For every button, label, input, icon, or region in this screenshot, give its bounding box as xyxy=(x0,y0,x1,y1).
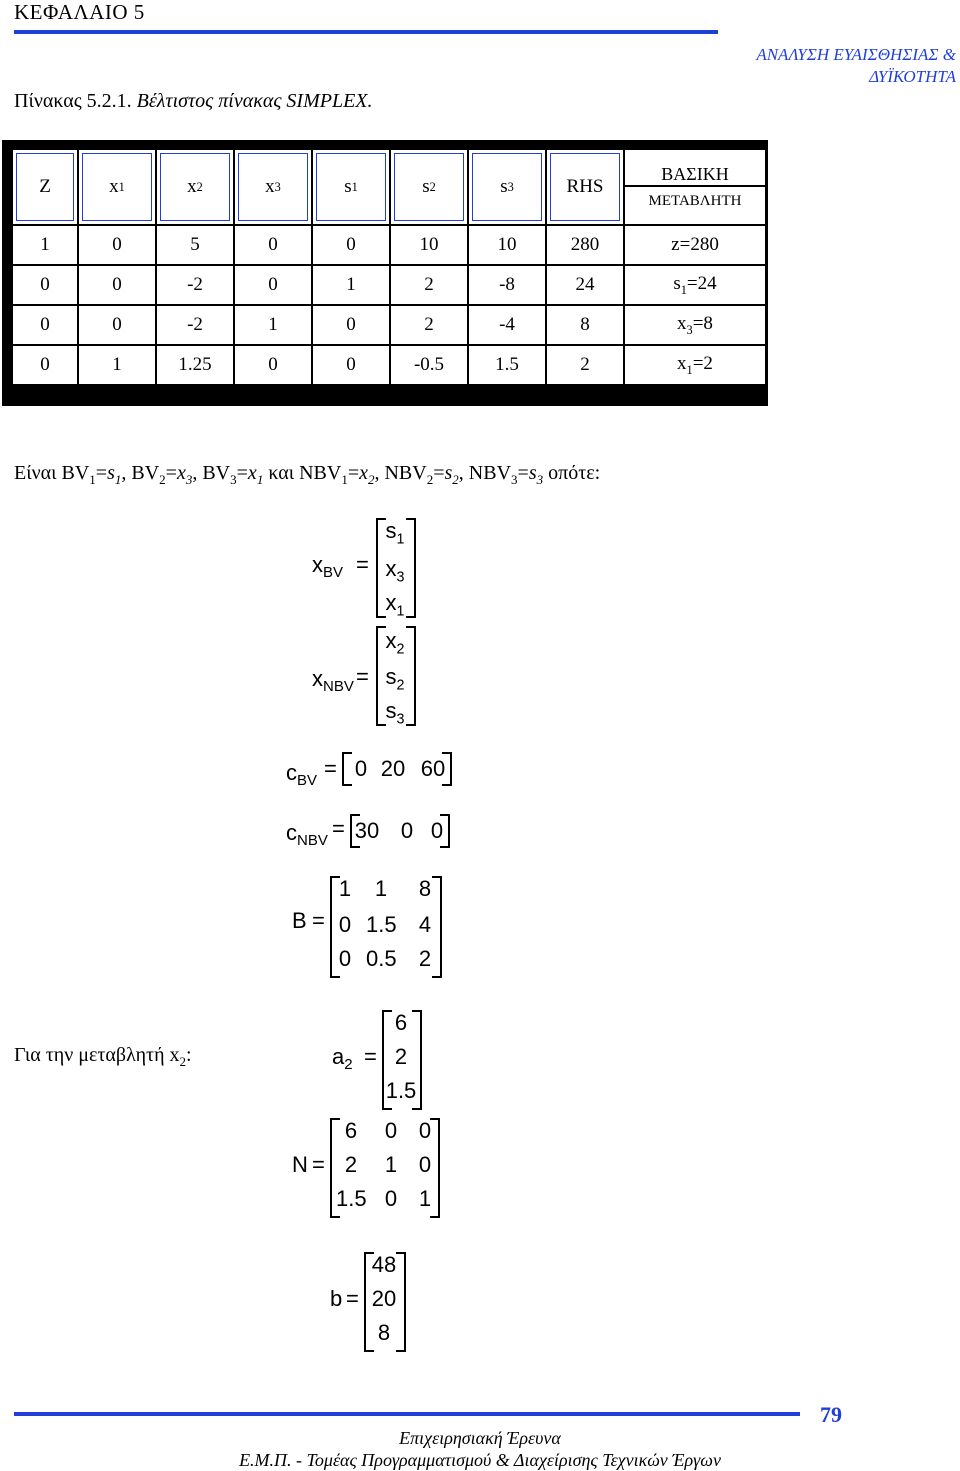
table-cell: 24 xyxy=(546,265,624,305)
xbv-entry: $x_1$ xyxy=(385,590,405,620)
table-cell: 2 xyxy=(390,265,468,305)
basis-statement: Είναι $BV_1=s_1$, $BV_2=x_3$, $BV_3=x_1$ και $NBV_1=x_2$, $NBV_2=s_2$, $NBV_3=s_3$ οπότε: xyxy=(14,462,601,487)
header-s2: s 2 xyxy=(390,149,468,225)
table-cell: 0 xyxy=(12,345,78,385)
n-matrix-entry: 6 xyxy=(344,1118,358,1143)
bv-header-top: ΒΑΣΙΚΗ xyxy=(661,164,729,184)
header-s3: s 3 xyxy=(468,149,546,225)
table-row xyxy=(12,265,766,305)
b-matrix-entry: 0 xyxy=(338,946,352,971)
equals-sign: = xyxy=(364,1044,377,1069)
n-matrix-entry: 1 xyxy=(384,1152,398,1177)
table-cell: 10 xyxy=(390,225,468,265)
table-cell: -2 xyxy=(156,265,234,305)
equals-sign: = xyxy=(356,552,369,577)
table-row xyxy=(12,305,766,345)
table-cell: -2 xyxy=(156,305,234,345)
section-title-line2: ΔΥΪΚΟΤΗΤΑ xyxy=(869,67,956,86)
a2-entry: 6 xyxy=(394,1010,408,1035)
section-title-line1: ΑΝΑΛΥΣΗ ΕΥΑΙΣΘΗΣΙΑΣ & xyxy=(756,45,956,64)
b-matrix-entry: 1.5 xyxy=(366,912,397,937)
simplex-table-frame xyxy=(2,140,768,406)
b-vector-label: b xyxy=(330,1286,343,1311)
n-matrix-entry: 2 xyxy=(344,1152,358,1177)
cbv-entry: 0 xyxy=(354,756,368,781)
footer-line2: Ε.Μ.Π. - Τομέας Προγραμματισμού & Διαχείρισης Τεχνικών Έργων xyxy=(239,1450,721,1470)
caption-title: Βέλτιστος πίνακας SIMPLEX. xyxy=(136,90,373,112)
table-cell: 0 xyxy=(312,305,390,345)
table-cell: 280 xyxy=(546,225,624,265)
header-basic-variable xyxy=(624,149,766,225)
xbv-label: $x_{BV}$ xyxy=(312,552,344,581)
b-matrix-label: B xyxy=(292,908,307,933)
basic-variable-cell: $x_1=2$ xyxy=(624,345,766,385)
xbv-entry: $s_1$ xyxy=(385,518,405,548)
equals-sign: = xyxy=(356,664,369,689)
section-title xyxy=(740,44,956,88)
page-number: 79 xyxy=(820,1402,842,1427)
n-matrix-entry: 1 xyxy=(418,1186,432,1211)
table-cell: 0 xyxy=(234,345,312,385)
xnbv-entry: $x_2$ xyxy=(385,628,405,658)
table-cell: 0 xyxy=(312,345,390,385)
b-matrix-entry: 8 xyxy=(418,876,432,901)
table-cell: 1.25 xyxy=(156,345,234,385)
table-cell: 0 xyxy=(78,265,156,305)
n-matrix-entry: 1.5 xyxy=(336,1186,367,1211)
table-cell: -4 xyxy=(468,305,546,345)
basic-variable-cell: $x_3=8$ xyxy=(624,305,766,345)
n-matrix-entry: 0 xyxy=(418,1152,432,1177)
table-row xyxy=(12,225,766,265)
table-cell: 0 xyxy=(234,265,312,305)
b-matrix-entry: 1 xyxy=(338,876,352,901)
equals-sign: = xyxy=(312,1152,325,1177)
header-x2: x 2 xyxy=(156,149,234,225)
header-z: Z xyxy=(12,149,78,225)
table-cell: 0 xyxy=(78,305,156,345)
table-header-row xyxy=(12,149,766,225)
a2-intro: Για την μεταβλητή $x_2$: xyxy=(14,1044,192,1069)
n-matrix-entry: 0 xyxy=(384,1118,398,1143)
cnbv-entry: 0 xyxy=(430,818,444,843)
a2-label: $a_2$ xyxy=(332,1044,353,1073)
b-matrix-entry: 2 xyxy=(418,946,432,971)
b-vector-entry: 20 xyxy=(371,1286,397,1311)
n-matrix-entry: 0 xyxy=(418,1118,432,1143)
table-cell: 1 xyxy=(234,305,312,345)
table-cell: 0 xyxy=(78,225,156,265)
n-matrix-entry: 0 xyxy=(384,1186,398,1211)
xnbv-entry: $s_2$ xyxy=(385,664,405,694)
equals-sign: = xyxy=(324,756,337,781)
header-rule xyxy=(14,30,718,34)
table-cell: 1 xyxy=(312,265,390,305)
table-cell: 0 xyxy=(312,225,390,265)
basic-variable-cell: z=280 xyxy=(624,225,766,265)
bv-header-bottom: ΜΕΤΑΒΛΗΤΗ xyxy=(625,185,765,214)
equals-sign: = xyxy=(346,1286,359,1311)
cnbv-label: $c_{NBV}$ xyxy=(286,820,328,849)
a2-entry: 2 xyxy=(394,1044,408,1069)
header-x3: x 3 xyxy=(234,149,312,225)
b-vector-entry: 8 xyxy=(377,1320,391,1345)
equals-sign: = xyxy=(332,816,345,841)
table-row xyxy=(12,345,766,385)
footer-line1: Επιχειρησιακή Έρευνα xyxy=(399,1428,561,1448)
table-cell: -8 xyxy=(468,265,546,305)
xnbv-label: $x_{NBV}$ xyxy=(312,666,354,695)
b-matrix-entry: 0.5 xyxy=(366,946,397,971)
chapter-title: ΚΕΦΑΛΑΙΟ 5 xyxy=(14,0,145,24)
b-matrix-entry: 4 xyxy=(418,912,432,937)
table-cell: 0 xyxy=(12,265,78,305)
table-caption xyxy=(14,90,373,113)
header-x1: x 1 xyxy=(78,149,156,225)
table-cell: 2 xyxy=(390,305,468,345)
table-cell: 1 xyxy=(78,345,156,385)
equals-sign: = xyxy=(312,908,325,933)
table-cell: 2 xyxy=(546,345,624,385)
xbv-entry: $x_3$ xyxy=(385,556,405,586)
simplex-table xyxy=(11,148,767,386)
xnbv-entry: $s_3$ xyxy=(385,698,405,728)
a2-entry: 1.5 xyxy=(385,1078,417,1103)
table-cell: -0.5 xyxy=(390,345,468,385)
n-matrix-label: N xyxy=(292,1152,308,1177)
cbv-entry: 20 xyxy=(380,756,406,781)
b-matrix-entry: 1 xyxy=(374,876,388,901)
cnbv-entry: 0 xyxy=(400,818,414,843)
table-cell: 10 xyxy=(468,225,546,265)
footer-rule xyxy=(14,1412,800,1416)
header-s1: s 1 xyxy=(312,149,390,225)
table-cell: 1.5 xyxy=(468,345,546,385)
table-cell: 1 xyxy=(12,225,78,265)
table-cell: 0 xyxy=(234,225,312,265)
b-matrix-entry: 0 xyxy=(338,912,352,937)
b-vector-entry: 48 xyxy=(371,1252,397,1277)
cnbv-entry: 30 xyxy=(354,818,380,843)
cbv-label: $c_{BV}$ xyxy=(286,760,318,789)
cbv-entry: 60 xyxy=(420,756,446,781)
table-cell: 5 xyxy=(156,225,234,265)
caption-prefix: Πίνακας 5.2.1. xyxy=(14,90,132,112)
basic-variable-cell: $s_1=24$ xyxy=(624,265,766,305)
table-cell: 0 xyxy=(12,305,78,345)
header-rhs: RHS xyxy=(546,149,624,225)
table-cell: 8 xyxy=(546,305,624,345)
